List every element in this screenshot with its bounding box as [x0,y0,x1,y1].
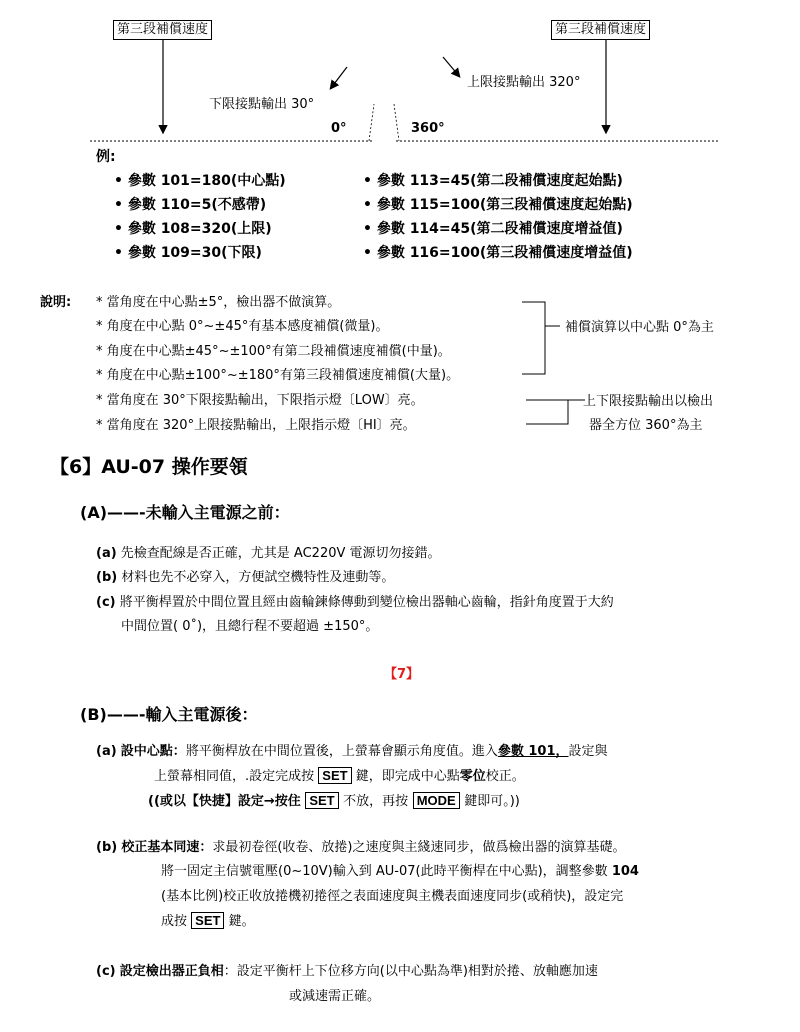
example-right-item: • 參數 113=45(第二段補償速度起始點) [363,173,623,189]
note-item: * 當角度在中心點±5°，檢出器不做演算。 [96,295,341,310]
page-marker: 【7】 [384,667,420,682]
section-6-title: 【6】AU-07 操作要領 [50,456,248,478]
b-item-b-line4 [161,910,255,929]
b-item-b-line3: (基本比例)校正收放捲機初捲徑之表面速度與主機表面速度同步(或稍快)，設定完 [161,889,624,904]
a-item-label: (c) [96,595,116,610]
example-right-item: • 參數 115=100(第三段補償速度起始點) [363,197,633,213]
note-brackets [0,0,800,440]
example-left-item: • 參數 109=30(下限) [114,245,262,261]
b-item-a-line2-pre: 上螢幕相同值，.設定完成按 [154,769,315,784]
left-box-label: 第三段補償速度 [113,20,212,40]
example-right-item: • 參數 116=100(第三段補償速度增益值) [363,245,633,261]
upper-output-label: 上限接點輸出 320° [467,75,581,90]
b-item-a-line1 [96,740,608,759]
note-item: * 角度在中心點 0°~±45°有基本感度補償(微量)。 [96,319,389,334]
b-item-c-line1 [96,960,598,979]
b-item-a-line2-end: 校正。 [485,769,525,784]
deg360-label: 360° [411,121,445,136]
b-item-b-label: (b) [96,840,118,855]
b-item-a-line2 [154,765,525,784]
b-item-a-line2-mid: 鍵，即完成中心點 [355,769,460,784]
section-a-heading: (A)——-未輸入主電源之前： [80,503,290,522]
a-item-text: 材料也先不必穿入，方便試空機特性及連動等。 [121,570,395,585]
a-item [96,542,441,561]
b-item-c-text1: ：設定平衡杆上下位移方向(以中心點為準)相對於捲、放軸應加速 [223,964,598,979]
set-key: SET [191,912,224,929]
note-item: * 角度在中心點±100°~±180°有第三段補償速度補償(大量)。 [96,368,460,383]
bracket-1-text: 補償演算以中心點 0°為主 [565,320,714,335]
b-item-a-line3 [148,790,520,809]
set-key: SET [318,767,351,784]
a-item [96,591,614,610]
b-item-a-title: 設中心點： [120,744,186,759]
note-item: * 當角度在 30°下限接點輸出，下限指示燈〔LOW〕亮。 [96,393,424,408]
bracket-2-text-line1: 上下限接點輸出以檢出 [583,394,714,409]
param-101-link: 參數 101， [497,744,569,759]
a-item-label: (b) [96,570,118,585]
a-item-c-line2: 中間位置( 0˚)，且總行程不要超過 ±150°。 [121,619,379,634]
b-item-b-line2 [161,860,639,879]
b-item-b-text1: 求最初卷徑(收卷、放捲)之速度與主綫速同步，做爲檢出器的演算基礎。 [212,840,626,855]
lower-output-label: 下限接點輸出 30° [209,97,315,112]
b-item-b-line4-pre: 成按 [161,914,188,929]
b-item-b-line1 [96,836,626,855]
deg0-label: 0° [331,121,347,136]
a-item-text: 先檢查配線是否正確，尤其是 AC220V 電源切勿接錯。 [120,546,441,561]
b-item-a-line3-pre: ((或以【快捷】設定→按住 [148,794,301,809]
bracket-2-text-line2: 器全方位 360°為主 [589,418,703,433]
a-item-label: (a) [96,546,117,561]
b-item-a-text2: 設定與 [568,744,608,759]
b-item-a-label: (a) [96,744,117,759]
notes-label: 說明: [40,295,72,310]
b-item-b-line2-pre: 將一固定主信號電壓(0~10V)輸入到 AU-07(此時平衡桿在中心點)，調整參數 [161,864,608,879]
a-item-text: 將平衡桿置於中間位置且經由齒輪鍊條傳動到變位檢出器軸心齒輪，指針角度置于大約 [119,595,614,610]
example-right-item: • 參數 114=45(第二段補償速度增益值) [363,221,623,237]
b-item-a-line3-end: 鍵即可。)) [464,794,520,809]
b-item-b-line4-end: 鍵。 [228,914,255,929]
example-left-item: • 參數 101=180(中心點) [114,173,286,189]
bracket-1 [522,302,545,374]
note-item: * 角度在中心點±45°~±100°有第二段補償速度補償(中量)。 [96,344,451,359]
mode-key: MODE [413,792,460,809]
a-item [96,566,394,585]
section-b-heading: (B)——-輸入主電源後： [80,705,258,724]
b-item-a-text1: 將平衡桿放在中間位置後，上螢幕會顯示角度值。進入 [185,744,498,759]
b-item-c-label: (c) [96,964,116,979]
b-item-c-line2: 或減速需正確。 [289,989,381,1004]
b-item-b-line2-num: 104 [611,864,639,879]
bracket-2 [526,400,568,424]
example-left-item: • 參數 108=320(上限) [114,221,272,237]
set-key: SET [305,792,338,809]
note-item: * 當角度在 320°上限接點輸出，上限指示燈〔HI〕亮。 [96,418,416,433]
b-item-a-line3-mid: 不放，再按 [343,794,409,809]
b-item-c-title: 設定檢出器正負相 [119,964,224,979]
right-box-label: 第三段補償速度 [551,20,650,40]
example-label: 例: [96,149,116,165]
b-item-b-title: 校正基本同速： [121,840,213,855]
b-item-a-line2-bold: 零位 [459,769,486,784]
example-left-item: • 參數 110=5(不感帶) [114,197,267,213]
